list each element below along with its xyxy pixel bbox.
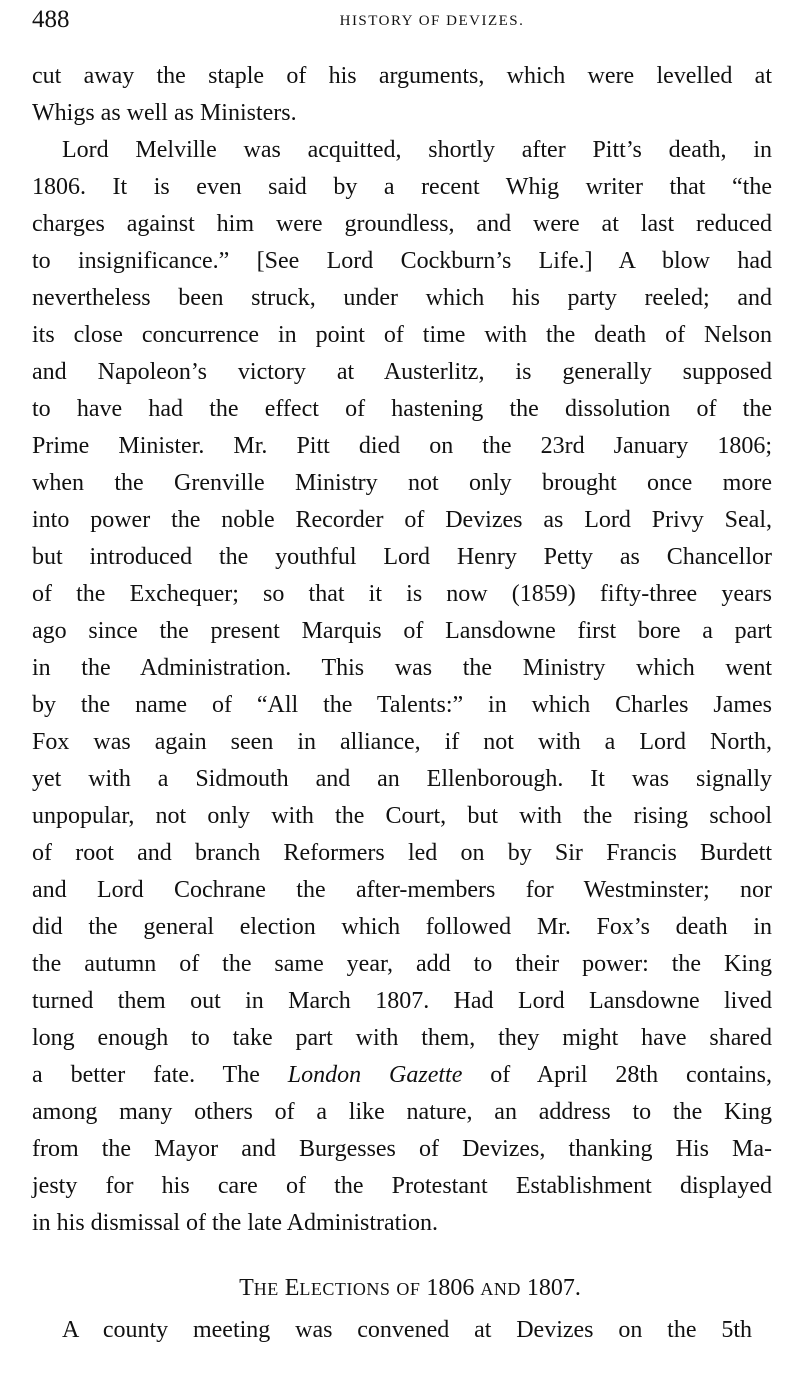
page-header bbox=[32, 4, 772, 36]
heading-part: LECTIONS bbox=[299, 1279, 391, 1299]
running-title: HISTORY OF DEVIZES. bbox=[339, 13, 525, 29]
text-line: ago since the present Marquis of Lansdowne first bore a part bbox=[32, 618, 772, 644]
text-line: did the general election which followed Mr. Fox’s death in bbox=[32, 914, 772, 940]
text-line: in the Administration. This was the Ministry which went bbox=[32, 655, 772, 681]
text-line: from the Mayor and Burgesses of Devizes, thanking His Ma- bbox=[32, 1136, 772, 1162]
text-line: turned them out in March 1807. Had Lord Lansdowne lived bbox=[32, 988, 772, 1014]
text-line: of root and branch Reformers led on by Sir Francis Burdett bbox=[32, 840, 772, 866]
heading-part: 1807. bbox=[526, 1275, 581, 1301]
heading-part: AND bbox=[480, 1279, 521, 1299]
text-line: when the Grenville Ministry not only brought once more bbox=[32, 470, 772, 496]
heading-part: OF bbox=[396, 1279, 421, 1299]
text-line: long enough to take part with them, they might have shared bbox=[32, 1025, 772, 1051]
text-line: among many others of a like nature, an address to the King bbox=[32, 1099, 772, 1125]
final-text-line: A county meeting was convened at Devizes on the 5th bbox=[62, 1317, 752, 1343]
page-number: 488 bbox=[32, 6, 70, 33]
text-line: 1806. It is even said by a recent Whig writer that “the bbox=[32, 174, 772, 200]
text-line: unpopular, not only with the Court, but with the rising school bbox=[32, 803, 772, 829]
text-line: its close concurrence in point of time with the death of Nelson bbox=[32, 322, 772, 348]
heading-part: HE bbox=[253, 1279, 279, 1299]
text-line: of the Exchequer; so that it is now (1859) fifty-three years bbox=[32, 581, 772, 607]
heading-part: T bbox=[239, 1275, 254, 1301]
text-line: Fox was again seen in alliance, if not with a Lord North, bbox=[32, 729, 772, 755]
heading-part: E bbox=[284, 1275, 300, 1301]
text-line: and Napoleon’s victory at Austerlitz, is generally supposed bbox=[32, 359, 772, 385]
text-line: by the name of “All the Talents:” in which Charles James bbox=[32, 692, 772, 718]
text-line: in his dismissal of the late Administration. bbox=[32, 1210, 438, 1236]
text-line: to have had the effect of hastening the dissolution of the bbox=[32, 396, 772, 422]
italic-title: London Gazette bbox=[287, 1062, 463, 1088]
text-line: to insignificance.” [See Lord Cockburn’s Life.] A blow had bbox=[32, 248, 772, 274]
text-line: Whigs as well as Ministers. bbox=[32, 100, 297, 126]
text-line: into power the noble Recorder of Devizes as Lord Privy Seal, bbox=[32, 507, 772, 533]
text-line: jesty for his care of the Protestant Establishment displayed bbox=[32, 1173, 772, 1199]
text-line: cut away the staple of his arguments, which were levelled at bbox=[32, 63, 772, 89]
section-heading bbox=[0, 1270, 800, 1308]
text-line: charges against him were groundless, and were at last reduced bbox=[32, 211, 772, 237]
text-line: nevertheless been struck, under which his party reeled; and bbox=[32, 285, 772, 311]
text-line: and Lord Cochrane the after-members for Westminster; nor bbox=[32, 877, 772, 903]
text-line: a better fate. The London Gazette of April 28th contains, bbox=[32, 1062, 772, 1088]
text-line: but introduced the youthful Lord Henry Petty as Chancellor bbox=[32, 544, 772, 570]
text-line: the autumn of the same year, add to their power: the King bbox=[32, 951, 772, 977]
text-line: Lord Melville was acquitted, shortly after Pitt’s death, in bbox=[62, 137, 772, 163]
text-line: yet with a Sidmouth and an Ellenborough. It was signally bbox=[32, 766, 772, 792]
heading-part: 1806 bbox=[426, 1275, 475, 1301]
text-line: Prime Minister. Mr. Pitt died on the 23rd January 1806; bbox=[32, 433, 772, 459]
